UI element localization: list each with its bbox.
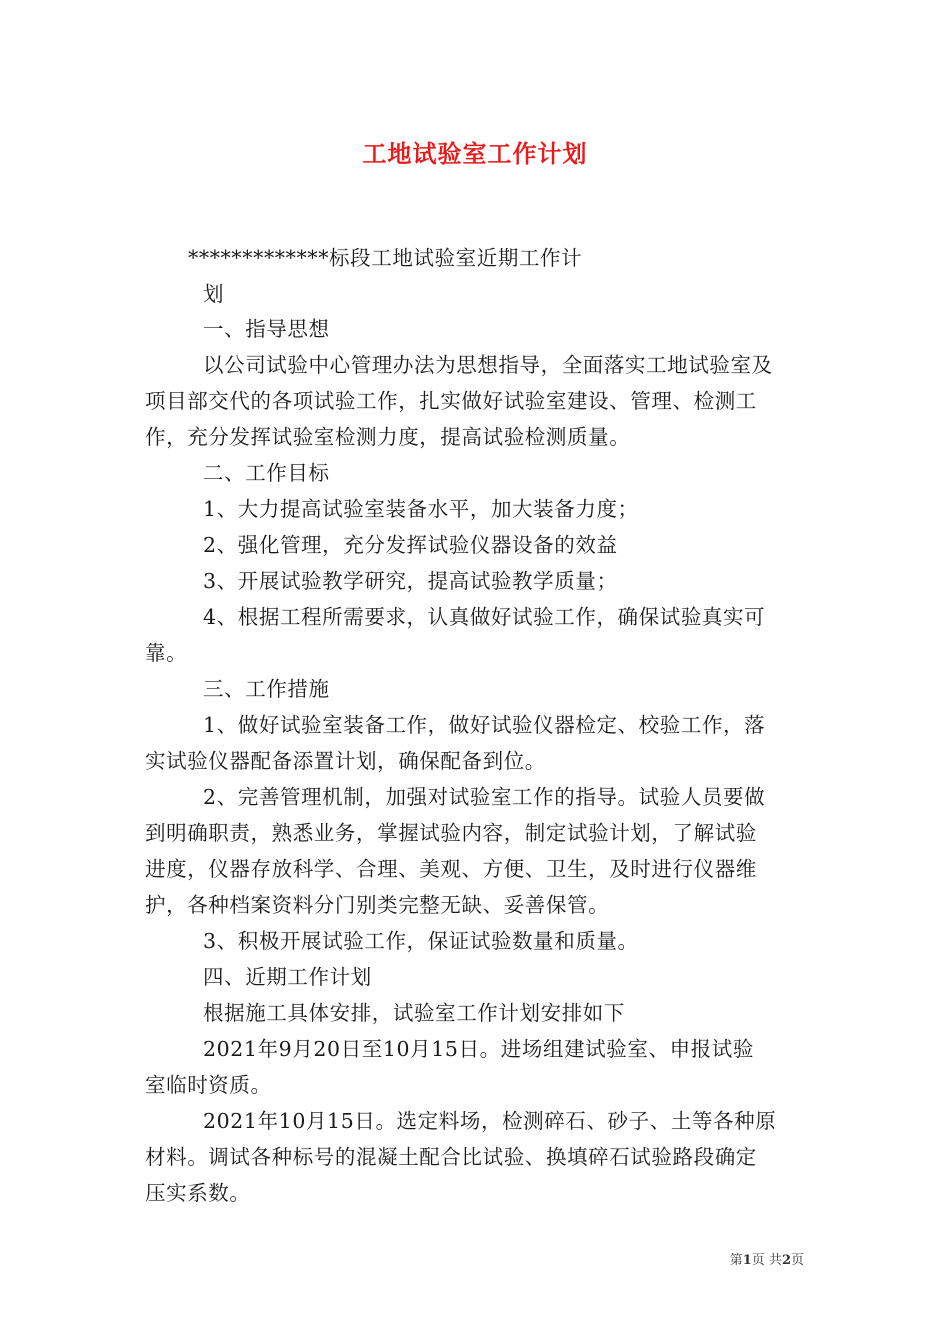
- paragraph-line: 到明确职责，熟悉业务，掌握试验内容，制定试验计划，了解试验: [145, 821, 757, 845]
- footer-suffix: 页: [790, 1253, 804, 1268]
- paragraph-line: 作，充分发挥试验室检测力度，提高试验检测质量。: [145, 425, 631, 449]
- list-item-continuation: 靠。: [145, 641, 188, 665]
- paragraph-line: 3、积极开展试验工作，保证试验数量和质量。: [203, 929, 639, 953]
- list-item: 3、开展试验教学研究，提高试验教学质量；: [203, 569, 618, 593]
- paragraph-line: 2、完善管理机制，加强对试验室工作的指导。试验人员要做: [203, 785, 766, 809]
- paragraph-line: 1、做好试验室装备工作，做好试验仪器检定、校验工作，落: [203, 713, 766, 737]
- list-item: 4、根据工程所需要求，认真做好试验工作，确保试验真实可: [203, 605, 766, 629]
- list-item: 1、大力提高试验室装备水平，加大装备力度；: [203, 497, 639, 521]
- paragraph-line: 2021年10月15日。选定料场，检测碎石、砂子、土等各种原: [203, 1109, 777, 1133]
- paragraph-line: 室临时资质。: [145, 1073, 272, 1097]
- section-heading-work-measures: 三、工作措施: [203, 677, 330, 701]
- paragraph-line: 压实系数。: [145, 1181, 251, 1205]
- paragraph-line: 材料。调试各种标号的混凝土配合比试验、换填碎石试验路段确定: [145, 1145, 757, 1169]
- footer-prefix: 第: [729, 1253, 743, 1268]
- paragraph-line: 以公司试验中心管理办法为思想指导，全面落实工地试验室及: [203, 353, 773, 377]
- page-number-footer: [730, 1249, 804, 1268]
- section-heading-work-goals: 二、工作目标: [203, 461, 330, 485]
- paragraph-line: 护，各种档案资料分门别类完整无缺、妥善保管。: [145, 893, 610, 917]
- subtitle-line-2: 划: [203, 282, 225, 306]
- current-page-number: 1: [742, 1253, 752, 1268]
- section-heading-recent-plan: 四、近期工作计划: [203, 965, 372, 989]
- section-heading-guiding-thought: 一、指导思想: [203, 317, 330, 341]
- paragraph-line: 根据施工具体安排，试验室工作计划安排如下: [203, 1001, 625, 1025]
- total-page-number: 2: [781, 1253, 791, 1268]
- paragraph-line: 2021年9月20日至10月15日。进场组建试验室、申报试验: [203, 1037, 754, 1061]
- paragraph-line: 进度，仪器存放科学、合理、美观、方便、卫生，及时进行仪器维: [145, 857, 757, 881]
- paragraph-line: 项目部交代的各项试验工作，扎实做好试验室建设、管理、检测工: [145, 389, 757, 413]
- subtitle-line-1: *************标段工地试验室近期工作计: [188, 246, 583, 270]
- document-title: 工地试验室工作计划: [362, 139, 588, 168]
- list-item: 2、强化管理，充分发挥试验仪器设备的效益: [203, 533, 618, 557]
- paragraph-line: 实试验仪器配备添置计划，确保配备到位。: [145, 749, 546, 773]
- footer-middle: 页 共: [751, 1253, 782, 1268]
